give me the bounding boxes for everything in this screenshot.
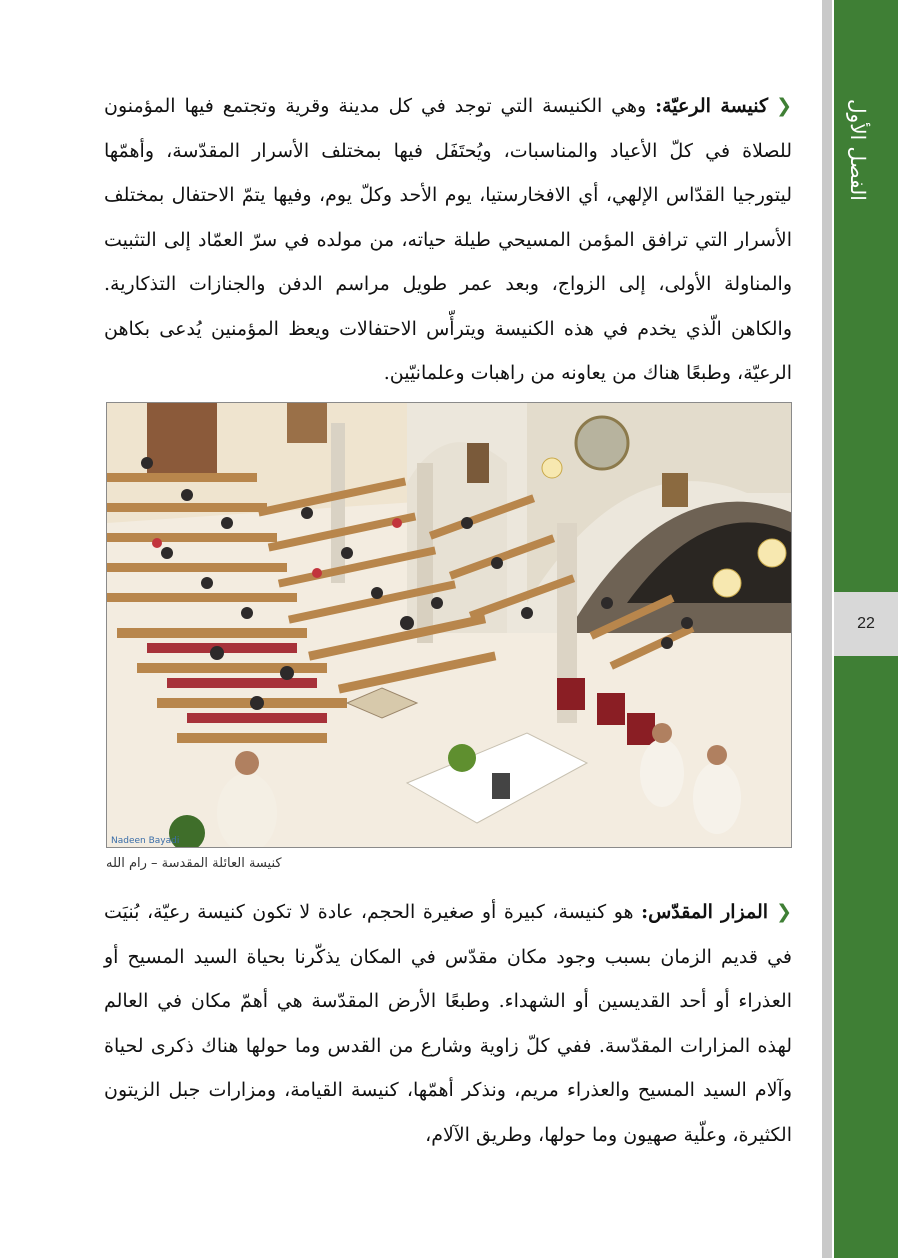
paragraph-parish-church [104, 84, 792, 396]
term-holy-shrine: المزار المقدّس: [641, 901, 769, 923]
chevron-left-icon: ❮ [776, 95, 792, 117]
photo-watermark: Nadeen Bayadi [111, 836, 180, 846]
term-parish-church: كنيسة الرعيّة: [655, 95, 769, 117]
paragraph-holy-shrine [104, 890, 792, 1157]
photo-caption: كنيسة العائلة المقدسة – رام الله [106, 856, 282, 871]
paragraph-text: وهي الكنيسة التي توجد في كل مدينة وقرية وتجتمع فيها المؤمنون للصلاة في كلّ الأعياد والمناسبات، ويُحتَفَل فيها بمختلف الأسرار المقدّسة، وأهمّها ليتورجيا القدّاس الإلهي، أي الافخارستيا، يوم الأحد وكلّ يوم، وفيها يتمّ الاحتفال بمختلف الأسرار التي ترافق المؤمن المسيحي طيلة حياته، من مولده في سرّ العمّاد إلى التثبيت والمناولة الأولى، إلى الزواج، وبعد عمر طويل مراسم الدفن والجنازات التذكارية. والكاهن الّذي يخدم في هذه الكنيسة ويترأّس الاحتفالات ويعظ المؤمنين يُدعى بكاهن الرعيّة، وطبعًا هناك من يعاونه من راهبات وعلمانيّين. [104, 95, 792, 384]
church-illustration [107, 403, 792, 848]
chevron-left-icon: ❮ [776, 901, 792, 923]
page-gutter [822, 0, 832, 1258]
paragraph-text: هو كنيسة، كبيرة أو صغيرة الحجم، عادة لا تكون كنيسة رعيّة، بُنيَت في قديم الزمان بسبب وجود مكان مقدّس في المكان يذكّرنا بحياة السيد المسيح أو العذراء أو أحد القديسين أو الشهداء. وطبعًا الأرض المقدّسة هي أهمّ مكان في العالم لهذه المزارات المقدّسة. ففي كلّ زاوية وشارع من القدس وما حولها هناك ذكرى لحياة وآلام السيد المسيح والعذراء مريم، ونذكر أهمّها، كنيسة القيامة، ومزارات جبل الزيتون الكثيرة، وعلّية صهيون وما حولها، وطريق الآلام، [104, 901, 792, 1146]
side-tab-lower [834, 656, 898, 1258]
chapter-label: الفصل الأول [846, 99, 870, 201]
church-interior-photo [106, 402, 792, 848]
page-number-box [834, 592, 898, 656]
page-number: 22 [857, 615, 875, 632]
